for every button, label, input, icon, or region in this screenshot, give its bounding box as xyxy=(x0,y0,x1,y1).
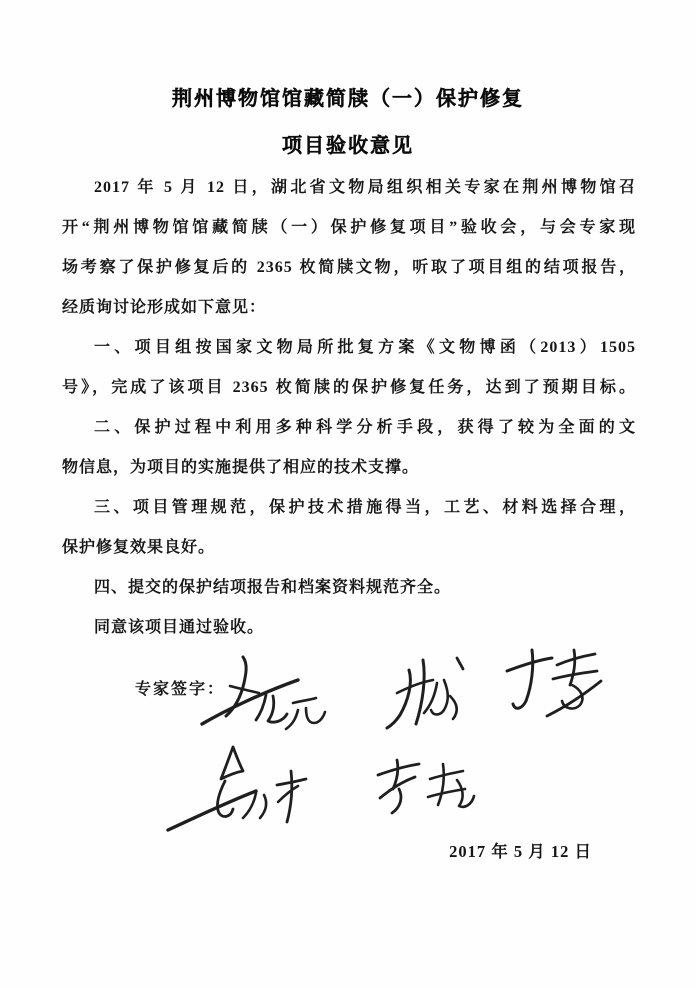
body-lines xyxy=(62,168,636,648)
body-line: 2017 年 5 月 12 日，湖北省文物局组织相关专家在荆州博物馆召 xyxy=(94,179,636,196)
body-line: 二、保护过程中利用多种科学分析手段，获得了较为全面的文 xyxy=(94,419,636,436)
body-line: 开“荆州博物馆馆藏简牍（一）保护修复项目”验收会，与会专家现 xyxy=(62,219,636,236)
title-line-2: 项目验收意见 xyxy=(282,135,414,157)
body-line: 一、项目组按国家文物局所批复方案《文物博函（2013）1505 xyxy=(94,339,636,356)
handwritten-signature-1 xyxy=(196,650,328,748)
handwritten-signature-4 xyxy=(158,740,310,842)
body-line: 三、项目管理规范，保护技术措施得当，工艺、材料选择合理， xyxy=(94,499,636,516)
body-line: 保护修复效果良好。 xyxy=(62,539,216,556)
handwritten-signature-2 xyxy=(378,652,480,744)
body-line: 同意该项目通过验收。 xyxy=(94,619,265,636)
body-line: 号》，完成了该项目 2365 枚简牍的保护修复任务，达到了预期目标。 xyxy=(62,379,636,396)
body-line: 经质询讨论形成如下意见： xyxy=(62,299,267,316)
handwritten-signature-3 xyxy=(487,644,605,732)
handwritten-signature-5 xyxy=(368,752,480,834)
body-line: 物信息，为项目的实施提供了相应的技术支撑。 xyxy=(62,459,420,476)
document-title xyxy=(0,76,696,170)
body-line: 场考察了保护修复后的 2365 枚简牍文物，听取了项目组的结项报告， xyxy=(62,259,636,276)
title-line-1: 荆州博物馆馆藏简牍（一）保护修复 xyxy=(172,88,524,110)
signature-label: 专家签字： xyxy=(135,681,226,698)
document-date: 2017 年 5 月 12 日 xyxy=(449,842,592,861)
body-line: 四、提交的保护结项报告和档案资料规范齐全。 xyxy=(94,579,452,596)
